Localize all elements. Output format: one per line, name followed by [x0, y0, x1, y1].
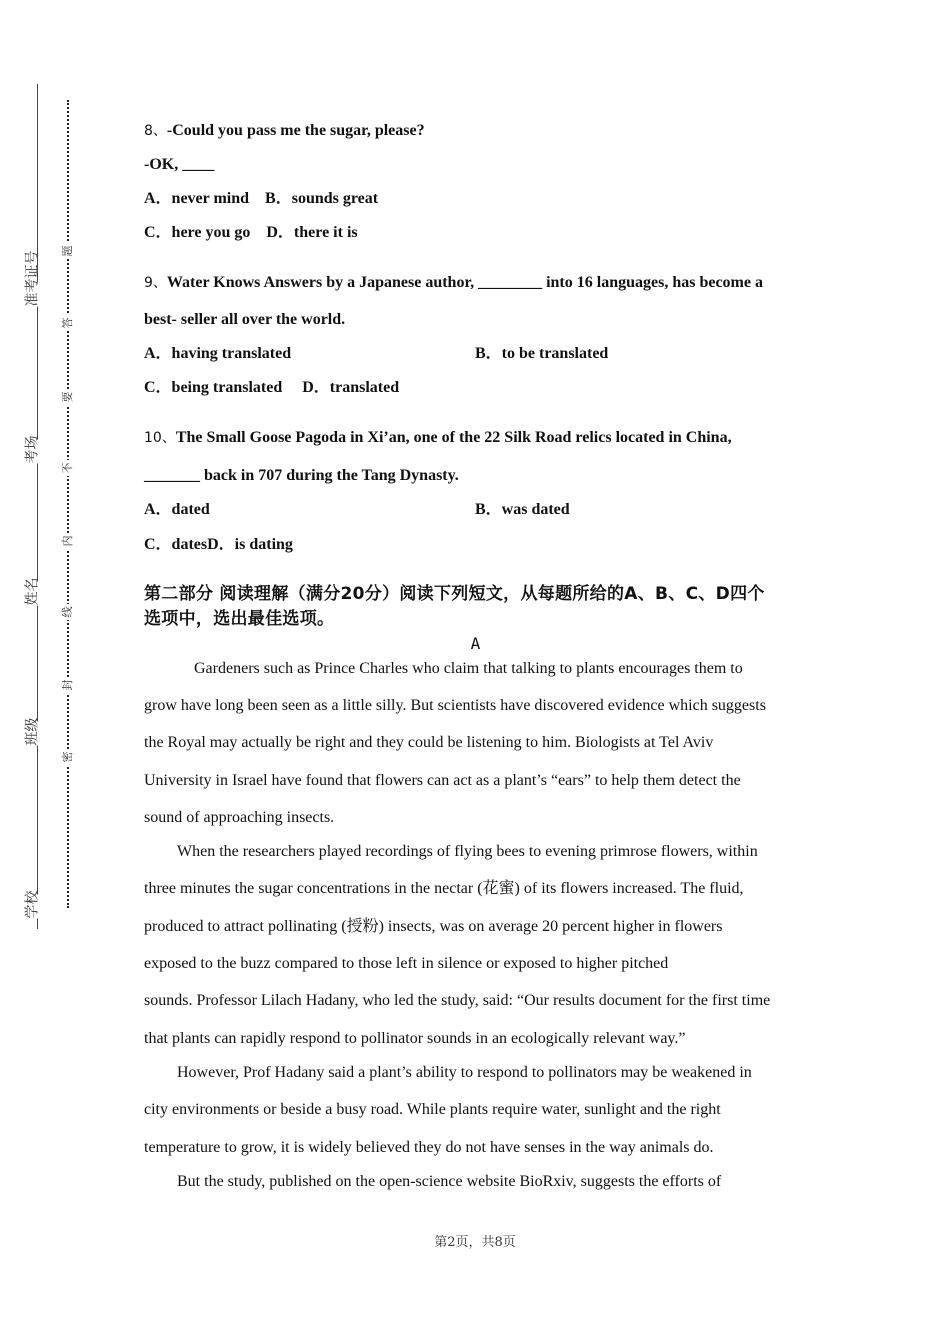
seal-char: 不	[60, 460, 76, 476]
seal-char: 密	[60, 749, 76, 765]
passage-line: the Royal may actually be right and they could be listening to him. Biologists at Tel Aviv	[144, 734, 714, 751]
section-heading-line-2: 选项中，选出最佳选项。	[144, 609, 335, 629]
seal-char: 答	[60, 315, 76, 331]
question-8-options-cd	[144, 223, 358, 243]
passage-line: three minutes the sugar concentrations in the nectar (花蜜) of its flowers increased. The fluid,	[144, 880, 744, 897]
question-8-stem-line-2: -OK, ____	[144, 156, 215, 173]
section-heading-line-1: 第二部分 阅读理解（满分20分）阅读下列短文，从每题所给的A、B、C、D四个	[144, 584, 765, 604]
seal-char: 内	[60, 533, 76, 549]
passage-line: city environments or beside a busy road. While plants require water, sunlight and the right	[144, 1101, 721, 1118]
question-number: 8、	[144, 123, 167, 139]
option-a: A．having translated	[144, 345, 292, 362]
question-8-options-ab	[144, 189, 378, 209]
margin-dotted-line	[67, 100, 69, 908]
page-footer: 第2页，共8页	[434, 1235, 516, 1250]
margin-solid-line	[37, 84, 38, 929]
seal-char: 题	[60, 243, 76, 259]
binding-margin	[0, 0, 95, 1344]
seal-char: 要	[60, 389, 76, 405]
question-10-stem-line-1: 10、The Small Goose Pagoda in Xi’an, one of the 22 Silk Road relics located in China,	[144, 429, 732, 446]
passage-line: University in Israel have found that flowers can act as a plant’s “ears” to help them detect the	[144, 772, 741, 789]
question-10-options-cd	[144, 535, 293, 555]
passage-line: sound of approaching insects.	[144, 809, 335, 826]
option-b: B．to be translated	[475, 345, 609, 362]
question-8-stem-line-1: 8、-Could you pass me the sugar, please?	[144, 122, 425, 139]
passage-line: Gardeners such as Prince Charles who claim that talking to plants encourages them to	[194, 660, 743, 677]
option-b: B．was dated	[475, 501, 570, 518]
question-9-stem-line-1: 9、Water Knows Answers by a Japanese author, ________ into 16 languages, has become a	[144, 274, 763, 291]
seal-char: 封	[60, 677, 76, 693]
passage-line: temperature to grow, it is widely believed they do not have senses in the way animals do.	[144, 1139, 714, 1156]
field-label-exam-room: 考场	[24, 435, 41, 464]
field-label-exam-number: 准考证号	[24, 250, 41, 307]
option-d: D．is dating	[207, 536, 293, 553]
passage-label: A	[470, 634, 481, 653]
question-9-options-ab	[144, 344, 824, 364]
field-label-class: 班级	[24, 717, 41, 746]
question-9-options-cd	[144, 378, 399, 398]
question-10-options-ab	[144, 500, 824, 520]
option-c: C．here you go	[144, 224, 251, 241]
option-c: C．being translated	[144, 379, 283, 396]
question-number: 9、	[144, 275, 167, 291]
passage-line: But the study, published on the open-science website BioRxiv, suggests the efforts of	[177, 1173, 722, 1190]
passage-line: exposed to the buzz compared to those left in silence or exposed to higher pitched	[144, 955, 669, 972]
passage-line: produced to attract pollinating (授粉) insects, was on average 20 percent higher in flowers	[144, 918, 723, 935]
passage-line: However, Prof Hadany said a plant’s ability to respond to pollinators may be weakened in	[177, 1064, 752, 1081]
passage-line: grow have long been seen as a little silly. But scientists have discovered evidence which suggests	[144, 697, 766, 714]
option-b: B．sounds great	[265, 190, 379, 207]
field-label-name: 姓名	[24, 577, 41, 606]
option-c: C．dates	[144, 536, 208, 553]
option-a: A．dated	[144, 501, 210, 518]
seal-char: 线	[60, 604, 76, 620]
passage-line: that plants can rapidly respond to pollinator sounds in an ecologically relevant way.”	[144, 1030, 686, 1047]
question-number: 10、	[144, 430, 176, 446]
passage-line: sounds. Professor Lilach Hadany, who led the study, said: “Our results document for the first time	[144, 992, 771, 1009]
field-label-school: 学校	[24, 890, 41, 919]
passage-line: When the researchers played recordings of flying bees to evening primrose flowers, within	[177, 843, 758, 860]
question-10-stem-line-2: _______ back in 707 during the Tang Dynasty.	[144, 467, 459, 484]
option-a: A．never mind	[144, 190, 250, 207]
question-9-stem-line-2: best- seller all over the world.	[144, 311, 346, 328]
option-d: D．there it is	[266, 224, 358, 241]
option-d: D．translated	[302, 379, 400, 396]
section-heading	[144, 582, 824, 632]
